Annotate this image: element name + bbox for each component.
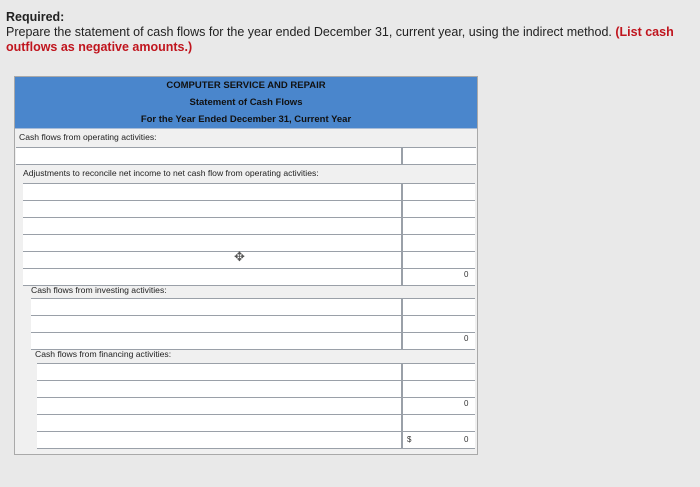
adjustment-amount-cell[interactable]	[402, 201, 476, 217]
net-change-amount-cell[interactable]	[402, 415, 476, 431]
adjustment-row	[23, 217, 475, 235]
investing-desc-cell[interactable]	[31, 316, 402, 332]
instructions-emphasis: (List cash outflows as negative amounts.)	[6, 25, 674, 54]
investing-amount-cell[interactable]	[402, 316, 476, 332]
adjustment-row	[23, 200, 475, 218]
investing-desc-cell[interactable]	[31, 299, 402, 315]
net-income-amount-cell[interactable]	[402, 148, 476, 164]
move-cursor-icon: ✥	[234, 249, 245, 264]
adjustments-label: Adjustments to reconcile net income to net cash flow from operating activities:	[23, 168, 319, 178]
net-change-row	[37, 414, 475, 432]
financing-desc-cell[interactable]	[37, 381, 402, 397]
adjustment-desc-cell[interactable]	[23, 252, 402, 268]
operating-net-income-row	[16, 147, 476, 165]
investing-row	[31, 298, 475, 316]
adjustment-desc-cell[interactable]	[23, 201, 402, 217]
grand-total-value: 0	[464, 435, 469, 444]
dollar-sign: $	[407, 435, 412, 444]
instructions-text: Prepare the statement of cash flows for the year ended December 31, current year, using the indirect method.	[6, 25, 612, 39]
adjustment-desc-cell[interactable]	[23, 184, 402, 200]
adjustment-desc-cell[interactable]	[23, 235, 402, 251]
adjustment-desc-cell[interactable]	[23, 218, 402, 234]
investing-total-value: 0	[464, 334, 469, 343]
required-heading: Required:	[6, 10, 65, 24]
financing-amount-cell[interactable]	[402, 364, 476, 380]
instructions	[6, 10, 696, 55]
financing-row	[37, 380, 475, 398]
adjustment-amount-cell[interactable]	[402, 218, 476, 234]
adjustment-amount-cell[interactable]	[402, 252, 476, 268]
company-name: COMPUTER SERVICE AND REPAIR	[15, 77, 477, 95]
operating-total-value: 0	[464, 270, 469, 279]
operating-activities-label: Cash flows from operating activities:	[19, 132, 157, 142]
investing-amount-cell[interactable]	[402, 299, 476, 315]
adjustment-row	[23, 251, 475, 269]
net-income-desc-cell[interactable]	[16, 148, 402, 164]
financing-activities-label: Cash flows from financing activities:	[35, 349, 172, 359]
financing-amount-cell[interactable]	[402, 381, 476, 397]
statement-title: Statement of Cash Flows	[15, 94, 477, 112]
adjustment-amount-cell[interactable]	[402, 235, 476, 251]
cash-end-desc-cell[interactable]	[37, 432, 402, 448]
financing-row	[37, 363, 475, 381]
financing-total-desc-cell[interactable]	[37, 398, 402, 414]
adjustment-row	[23, 234, 475, 252]
statement-period: For the Year Ended December 31, Current Year	[15, 111, 477, 129]
cash-flow-statement-worksheet	[14, 76, 478, 455]
financing-total-value: 0	[464, 399, 469, 408]
adjustment-amount-cell[interactable]	[402, 184, 476, 200]
financing-total-row	[37, 397, 475, 415]
investing-row	[31, 315, 475, 333]
financing-desc-cell[interactable]	[37, 364, 402, 380]
adjustment-row	[23, 183, 475, 201]
investing-activities-label: Cash flows from investing activities:	[31, 285, 167, 295]
net-change-desc-cell[interactable]	[37, 415, 402, 431]
